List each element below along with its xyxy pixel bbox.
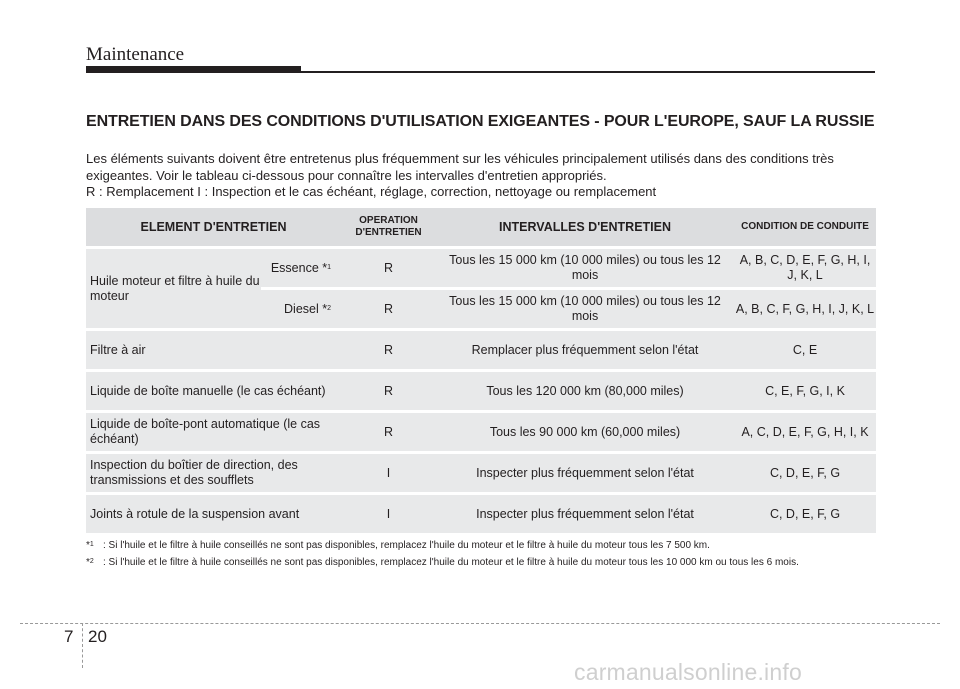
legend-line: R : Remplacement I : Inspection et le cas échéant, réglage, correction, nettoyage ou remplacement (86, 184, 657, 199)
table-header-row (86, 208, 876, 246)
footnotes (86, 540, 876, 574)
item-cell: Inspection du boîtier de direction, des transmissions et des soufflets (86, 454, 341, 492)
table-row (86, 331, 876, 369)
maintenance-table (86, 205, 876, 536)
header-rule-thin (301, 71, 875, 73)
table-row (86, 495, 876, 533)
page-header-title: Maintenance (86, 44, 185, 65)
item-petrol: Essence *$^1$ (261, 249, 341, 287)
item-cell: Filtre à air (86, 331, 341, 369)
item-oil: Huile moteur et filtre à huile du moteur (86, 249, 261, 328)
operation-cell: R (341, 290, 436, 328)
table-row (86, 249, 876, 287)
item-cell: Liquide de boîte-pont automatique (le cas échéant) (86, 413, 341, 451)
condition-cell: C, D, E, F, G (734, 495, 876, 533)
header-condition: CONDITION DE CONDUITE (734, 208, 876, 246)
header-operation: OPERATION D'ENTRETIEN (341, 208, 436, 246)
table-row (86, 413, 876, 451)
item-diesel: Diesel *$^2$ (261, 290, 341, 328)
operation-cell: R (341, 413, 436, 451)
intro-paragraph: Les éléments suivants doivent être entretenus plus fréquemment sur les véhicules principalement utilisés dans des conditions très exigeantes. Voir le tableau ci-dessous pour connaître les intervalles d'entretien appropriés. (86, 151, 834, 183)
operation-cell: R (341, 249, 436, 287)
table-row (86, 372, 876, 410)
interval-cell: Inspecter plus fréquemment selon l'état (436, 495, 734, 533)
interval-cell: Tous les 120 000 km (80,000 miles) (436, 372, 734, 410)
header-rule-thick (86, 66, 301, 73)
condition-cell: C, E (734, 331, 876, 369)
item-cell: Joints à rotule de la suspension avant (86, 495, 341, 533)
header-interval: INTERVALLES D'ENTRETIEN (436, 208, 734, 246)
condition-cell: A, B, C, D, E, F, G, H, I, J, K, L (734, 249, 876, 287)
interval-cell: Tous les 90 000 km (60,000 miles) (436, 413, 734, 451)
chapter-number: 7 (64, 627, 74, 646)
condition-cell: C, E, F, G, I, K (734, 372, 876, 410)
operation-cell: R (341, 331, 436, 369)
item-cell: Liquide de boîte manuelle (le cas échéant) (86, 372, 341, 410)
operation-cell: R (341, 372, 436, 410)
table-row (86, 454, 876, 492)
condition-cell: A, B, C, F, G, H, I, J, K, L (734, 290, 876, 328)
footer-divider (20, 623, 940, 624)
interval-cell: Remplacer plus fréquemment selon l'état (436, 331, 734, 369)
header-item: ELEMENT D'ENTRETIEN (86, 208, 341, 246)
page-number: 20 (88, 627, 107, 646)
operation-cell: I (341, 454, 436, 492)
watermark: carmanualsonline.info (574, 659, 802, 685)
condition-cell: A, C, D, E, F, G, H, I, K (734, 413, 876, 451)
interval-cell: Inspecter plus fréquemment selon l'état (436, 454, 734, 492)
interval-cell: Tous les 15 000 km (10 000 miles) ou tous les 12 mois (436, 290, 734, 328)
condition-cell: C, D, E, F, G (734, 454, 876, 492)
interval-cell: Tous les 15 000 km (10 000 miles) ou tous les 12 mois (436, 249, 734, 287)
footer-vertical-divider (82, 623, 83, 668)
operation-cell: I (341, 495, 436, 533)
footnote-1: *$^1$ : Si l'huile et le filtre à huile conseillés ne sont pas disponibles, remplacez l'huile du moteur et le filtre à huile du moteur tous les 7 500 km. (86, 540, 710, 551)
footnote-2: *$^2$ : Si l'huile et le filtre à huile conseillés ne sont pas disponibles, remplacez l'huile du moteur et le filtre à huile du moteur tous les 10 000 km ou tous les 6 mois. (86, 557, 799, 568)
section-title: ENTRETIEN DANS DES CONDITIONS D'UTILISATION EXIGEANTES - POUR L'EUROPE, SAUF LA RUSSIE (86, 113, 875, 130)
